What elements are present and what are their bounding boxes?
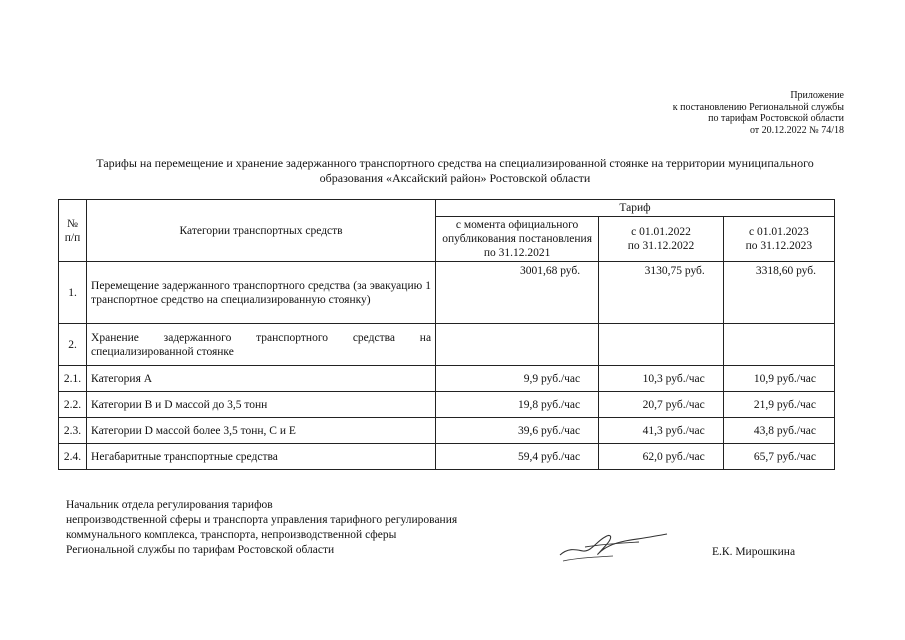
appendix-line: от 20.12.2022 № 74/18	[749, 124, 844, 136]
row-tariff: 19,8 руб./час	[436, 392, 599, 418]
signer-block	[66, 498, 457, 558]
row-tariff: 20,7 руб./час	[599, 392, 724, 418]
row-tariff	[599, 324, 724, 366]
signer-line: коммунального комплекса, транспорта, непроизводственной сферы	[66, 529, 397, 541]
row-number: 2.1.	[59, 366, 87, 392]
row-number: 2.	[59, 324, 87, 366]
row-tariff: 39,6 руб./час	[436, 418, 599, 444]
row-category: Негабаритные транспортные средства	[87, 444, 436, 470]
row-category: Категория А	[87, 366, 436, 392]
row-tariff: 62,0 руб./час	[599, 444, 724, 470]
row-number: 2.3.	[59, 418, 87, 444]
header-period: с 01.01.2022 по 31.12.2022	[599, 217, 724, 262]
row-number: 2.2.	[59, 392, 87, 418]
row-tariff	[436, 324, 599, 366]
row-tariff: 10,9 руб./час	[723, 366, 834, 392]
header-category: Категории транспортных средств	[87, 200, 436, 262]
appendix-line: по тарифам Ростовской области	[708, 113, 844, 124]
table-row	[59, 324, 835, 366]
row-tariff: 21,9 руб./час	[723, 392, 834, 418]
appendix-line: Приложение	[790, 90, 844, 101]
signer-line: Начальник отдела регулирования тарифов	[66, 499, 273, 511]
signature-icon	[555, 517, 675, 572]
row-tariff: 43,8 руб./час	[723, 418, 834, 444]
row-tariff: 3001,68 руб.	[436, 262, 599, 324]
appendix-line: к постановлению Региональной службы	[672, 101, 844, 113]
signer-line: непроизводственной сферы и транспорта управления тарифного регулирования	[66, 514, 458, 526]
row-tariff: 10,3 руб./час	[599, 366, 724, 392]
row-tariff: 3318,60 руб.	[723, 262, 834, 324]
header-number: № п/п	[59, 200, 87, 262]
table-row	[59, 418, 835, 444]
row-number: 1.	[59, 262, 87, 324]
table-row	[59, 262, 835, 324]
row-number: 2.4.	[59, 444, 87, 470]
row-category: Категории D массой более 3,5 тонн, С и Е	[87, 418, 436, 444]
row-tariff: 3130,75 руб.	[599, 262, 724, 324]
table-row	[59, 366, 835, 392]
row-category: Хранение задержанного транспортного средства на специализированной стоянке	[87, 324, 436, 366]
row-tariff: 9,9 руб./час	[436, 366, 599, 392]
row-tariff	[723, 324, 834, 366]
table-row	[59, 392, 835, 418]
row-category: Перемещение задержанного транспортного средства (за эвакуацию 1 транспортное средство на специализированную стоянку)	[87, 262, 436, 324]
title-line: образования «Аксайский район» Ростовской области	[319, 171, 591, 185]
tariff-table	[58, 199, 835, 470]
signer-line: Региональной службы по тарифам Ростовской области	[66, 544, 335, 556]
table-row	[59, 444, 835, 470]
row-tariff: 65,7 руб./час	[723, 444, 834, 470]
appendix-header	[673, 90, 844, 136]
title-line: Тарифы на перемещение и хранение задержанного транспортного средства на специализированной стоянке на территории муниципального	[96, 156, 814, 170]
table-header-row	[59, 200, 835, 217]
signer-name: Е.К. Мирошкина	[712, 546, 796, 558]
header-period: с 01.01.2023 по 31.12.2023	[723, 217, 834, 262]
header-period: с момента официального опубликования постановления по 31.12.2021	[436, 217, 599, 262]
document-title	[40, 156, 870, 186]
header-tariff: Тариф	[436, 200, 835, 217]
row-tariff: 59,4 руб./час	[436, 444, 599, 470]
row-tariff: 41,3 руб./час	[599, 418, 724, 444]
row-category: Категории B и D массой до 3,5 тонн	[87, 392, 436, 418]
